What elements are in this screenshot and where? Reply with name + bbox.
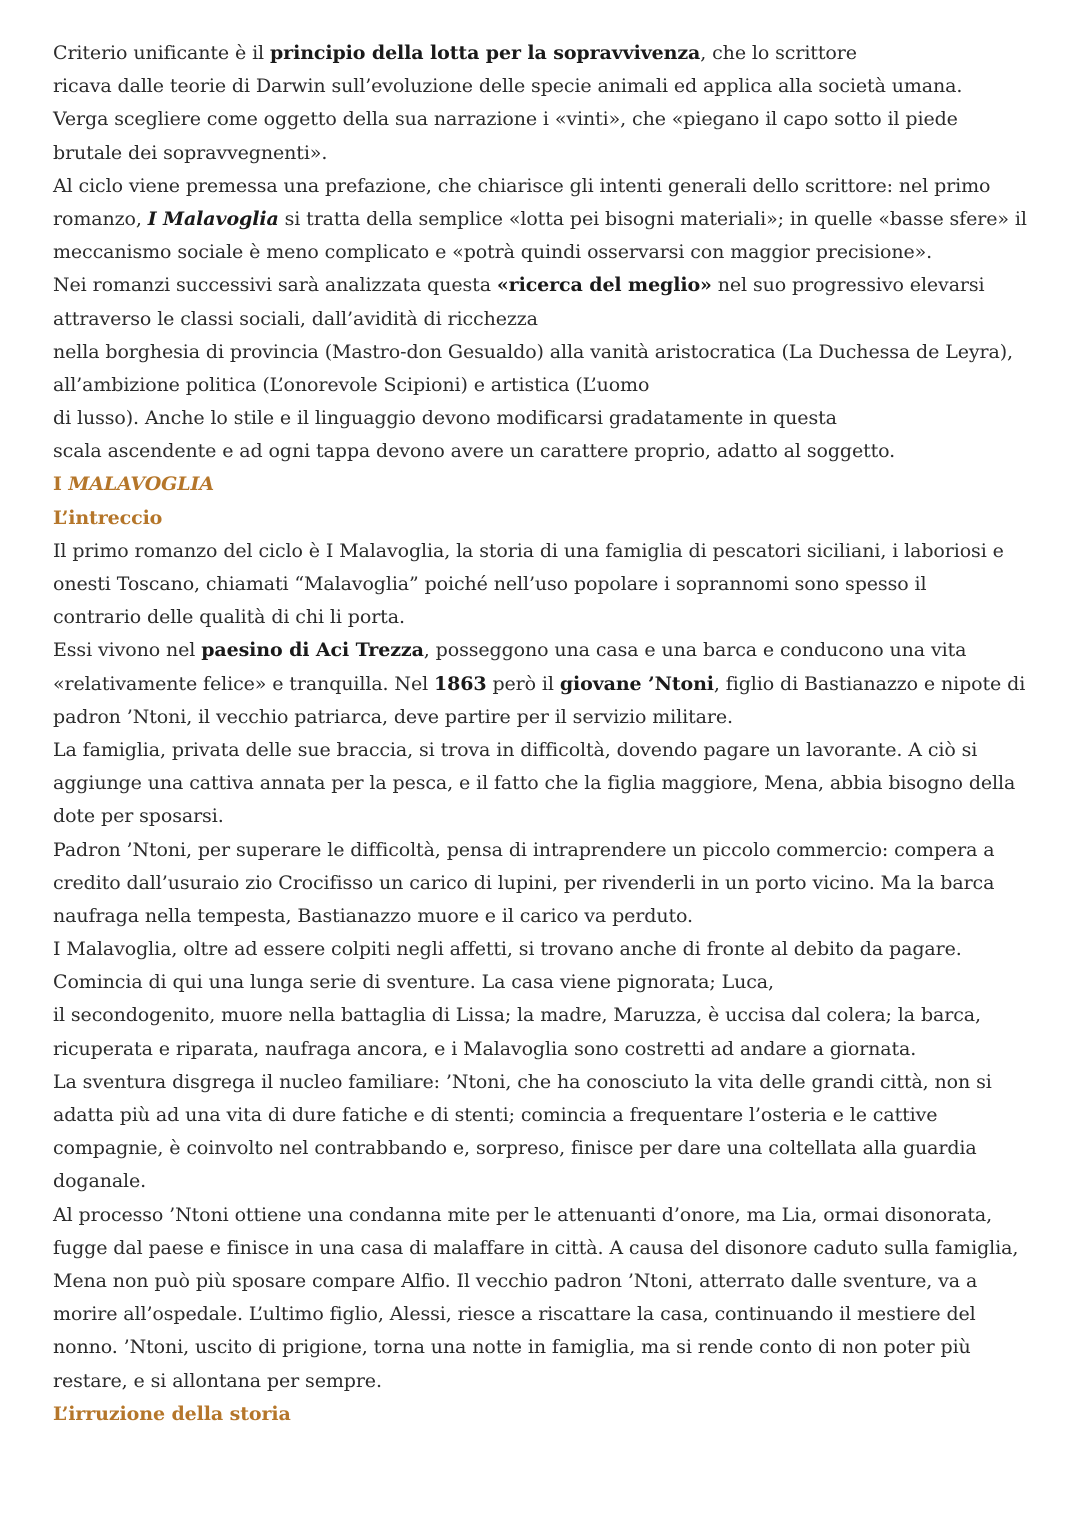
text-fragment: però il bbox=[486, 672, 560, 695]
text-line: compagnie, è coinvolto nel contrabbando e, sorpreso, finisce per dare una coltellata alla guardia bbox=[53, 1137, 977, 1160]
paragraph-padron-ntoni bbox=[53, 834, 1040, 934]
text-line: ricuperata e riparata, naufraga ancora, e i Malavoglia sono costretti ad andare a giornata. bbox=[53, 1037, 917, 1060]
text-fragment: Essi vivono nel bbox=[53, 639, 202, 662]
paragraph-prefazione bbox=[53, 170, 1040, 270]
text-line: La famiglia, privata delle sue braccia, si trova in difficoltà, dovendo pagare un lavorante. A ciò si bbox=[53, 738, 978, 761]
paragraph-processo bbox=[53, 1199, 1040, 1398]
paragraph-nucleo-familiare bbox=[53, 1066, 1040, 1199]
text-line: di lusso). Anche lo stile e il linguaggio devono modificarsi gradatamente in questa bbox=[53, 407, 837, 430]
paragraph-primo-romanzo bbox=[53, 535, 1040, 635]
heading-intreccio: L’intreccio bbox=[53, 506, 163, 529]
text-line: Comincia di qui una lunga serie di sventure. La casa viene pignorata; Luca, bbox=[53, 971, 774, 994]
text-line: Al processo ’Ntoni ottiene una condanna mite per le attenuanti d’onore, ma Lia, ormai disonorata, bbox=[53, 1203, 993, 1226]
text-line: La sventura disgrega il nucleo familiare: ’Ntoni, che ha conosciuto la vita delle grandi città, non si bbox=[53, 1070, 992, 1093]
bold-italic-title: I Malavoglia bbox=[147, 207, 279, 230]
text-line: nella borghesia di provincia (Mastro-don Gesualdo) alla vanità aristocratica (La Duchessa de Leyra), bbox=[53, 340, 1013, 363]
text-line: morire all’ospedale. L’ultimo figlio, Alessi, riesce a riscattare la casa, continuando il mestiere del bbox=[53, 1303, 976, 1326]
text-line: attraverso le classi sociali, dall’avidità di ricchezza bbox=[53, 307, 538, 330]
text-fragment: , che lo scrittore bbox=[700, 42, 857, 64]
bold-phrase: principio della lotta per la sopravvivenza bbox=[269, 42, 701, 64]
text-line: adatta più ad una vita di dure fatiche e di stenti; comincia a frequentare l’osteria e le cattive bbox=[53, 1104, 938, 1126]
text-fragment: , figlio di Bastianazzo e nipote di bbox=[713, 672, 1026, 695]
paragraph-darwin bbox=[53, 37, 1040, 170]
bold-phrase: «ricerca del meglio» bbox=[496, 274, 712, 297]
paragraph-ricerca-del-meglio bbox=[53, 269, 1040, 468]
text-line: brutale dei sopravvegnenti». bbox=[53, 141, 328, 164]
text-fragment: Nei romanzi successivi sarà analizzata questa bbox=[53, 274, 497, 297]
text-line: ricava dalle teorie di Darwin sull’evoluzione delle specie animali ed applica alla società umana. bbox=[53, 75, 963, 98]
heading-malavoglia: I MALAVOGLIA bbox=[53, 473, 214, 496]
paragraph-famiglia bbox=[53, 734, 1040, 834]
text-line: dote per sposarsi. bbox=[53, 805, 224, 828]
text-line: il secondogenito, muore nella battaglia di Lissa; la madre, Maruzza, è uccisa dal colera; la barca, bbox=[53, 1004, 981, 1027]
text-line: meccanismo sociale è meno complicato e «potrà quindi osservarsi con maggior precisione». bbox=[53, 241, 933, 264]
text-line: nonno. ’Ntoni, uscito di prigione, torna una notte in famiglia, ma si rende conto di non poter più bbox=[53, 1336, 971, 1359]
text-line: Al ciclo viene premessa una prefazione, che chiarisce gli intenti generali dello scrittore: nel primo bbox=[53, 174, 991, 197]
text-line: all’ambizione politica (L’onorevole Scipioni) e artistica (L’uomo bbox=[53, 373, 650, 396]
text-line: padron ’Ntoni, il vecchio patriarca, deve partire per il servizio militare. bbox=[53, 705, 733, 728]
text-fragment: Criterio unificante è il bbox=[53, 42, 270, 64]
text-line: aggiunge una cattiva annata per la pesca, e il fatto che la figlia maggiore, Mena, abbia bisogno della bbox=[53, 772, 1016, 795]
bold-year: 1863 bbox=[434, 672, 487, 695]
text-line: Padron ’Ntoni, per superare le difficoltà, pensa di intraprendere un piccolo commercio: compera a bbox=[53, 838, 995, 861]
text-line: Verga scegliere come oggetto della sua narrazione i «vinti», che «piegano il capo sotto il piede bbox=[53, 108, 958, 131]
text-fragment: nel suo progressivo elevarsi bbox=[711, 274, 985, 297]
text-fragment: romanzo, bbox=[53, 207, 148, 230]
text-line: Il primo romanzo del ciclo è I Malavoglia, la storia di una famiglia di pescatori siciliani, i laboriosi e bbox=[53, 539, 1004, 562]
bold-phrase: paesino di Aci Trezza bbox=[201, 639, 424, 662]
heading-irruzione-storia: L’irruzione della storia bbox=[53, 1402, 291, 1425]
text-line: scala ascendente e ad ogni tappa devono avere un carattere proprio, adatto al soggetto. bbox=[53, 440, 896, 463]
text-fragment: , posseggono una casa e una barca e conducono una vita bbox=[423, 639, 967, 662]
text-line: Mena non può più sposare compare Alfio. Il vecchio padron ’Ntoni, atterrato dalle sventure, va a bbox=[53, 1269, 978, 1292]
text-fragment: si tratta della semplice «lotta pei bisogni materiali»; in quelle «basse sfere» il bbox=[278, 207, 1027, 230]
text-line: onesti Toscano, chiamati “Malavoglia” poiché nell’uso popolare i soprannomi sono spesso il bbox=[53, 573, 927, 595]
text-line: I Malavoglia, oltre ad essere colpiti negli affetti, si trovano anche di fronte al debito da pagare. bbox=[53, 938, 962, 961]
paragraph-aci-trezza bbox=[53, 634, 1040, 734]
text-line: contrario delle qualità di chi li porta. bbox=[53, 606, 405, 629]
text-line: restare, e si allontana per sempre. bbox=[53, 1369, 382, 1392]
paragraph-sventure bbox=[53, 933, 1040, 1066]
text-fragment: «relativamente felice» e tranquilla. Nel bbox=[53, 672, 435, 695]
bold-phrase: giovane ’Ntoni bbox=[559, 672, 714, 695]
text-line: fugge dal paese e finisce in una casa di malaffare in città. A causa del disonore caduto sulla famiglia, bbox=[53, 1236, 1019, 1259]
text-line: credito dall’usuraio zio Crocifisso un carico di lupini, per rivenderli in un porto vicino. Ma la barca bbox=[53, 871, 995, 894]
text-line: naufraga nella tempesta, Bastianazzo muore e il carico va perduto. bbox=[53, 904, 693, 927]
text-line: doganale. bbox=[53, 1170, 147, 1193]
